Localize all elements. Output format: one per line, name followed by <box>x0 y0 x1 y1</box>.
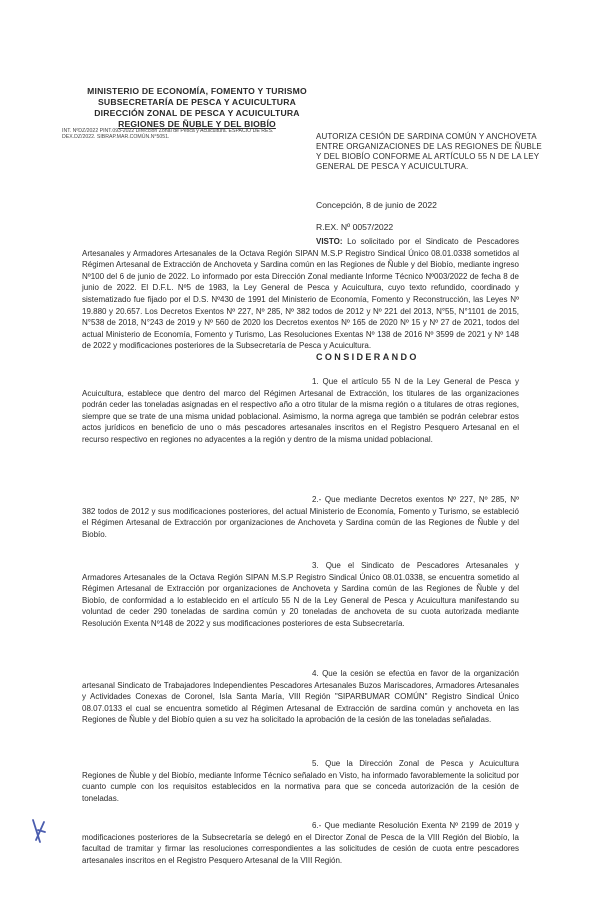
considerando-item-1: 1. Que el artículo 55 N de la Ley General de Pesca y Acuicultura, establece que dentro del marco del Régimen Artesanal de Extracción, los titulares de las organizaciones podrán ceder las toneladas asignadas en el respectivo año a otro titular de la misma región o a titulares de otras regiones, siempre que se trate de una misma unidad poblacional. Asimismo, la norma agrega que también se podrán celebrar estos actos jurídicos en beneficio de uno o más pescadores artesanales inscritos en el Registro Pesquero Artesanal en el recurso respectivo en regiones no adyacentes a la región y dentro de la misma unidad poblacional. <box>82 377 519 444</box>
considerando-item-4: 4. Que la cesión se efectúa en favor de la organización artesanal Sindicato de Trabajadores Independientes Pescadores Artesanales Buzos Mariscadores, Armadores Artesanales y Actividades Conexas de Coronel, Isla Santa María, VIII Región "SIPARBUMAR COMÚN" Registro Sindical Único 08.07.0133 el cual se encuentra sometido al Régimen Artesanal de Extracción de sardina común y anchoveta en las Regiones de Ñuble y del Biobío quien a su vez ha solicitado la aprobación de la cesión de las toneladas señaladas. <box>82 669 519 725</box>
considerando-item-2: 2.- Que mediante Decretos exentos Nº 227, Nº 285, Nº 382 todos de 2012 y sus modificaciones posteriores, del actual Ministerio de Economía, Fomento y Turismo, se estableció el Régimen Artesanal de Extracción por organizaciones de Anchoveta y Sardina común de las Regiones de Ñuble y del Biobío. <box>82 495 519 539</box>
handwritten-initial-mark <box>30 816 52 846</box>
visto-paragraph <box>82 236 519 352</box>
header-line-direccion: DIRECCIÓN ZONAL DE PESCA Y ACUICULTURA <box>94 108 300 118</box>
visto-text: Lo solicitado por el Sindicato de Pescadores Artesanales y Armadores Artesanales de la Octava Región SIPAN M.S.P Registro Sindical Único 08.01.0338 sometidos al Régimen Artesanal de Extracción de Anchoveta y Sardina común en las Regiones de Ñuble y del Biobío, mediante ingreso Nº100 del 6 de junio de 2022. Lo informado por esta Dirección Zonal mediante Informe Técnico Nº003/2022 de fecha 8 de junio de 2022. El D.F.L. Nº5 de 1983, la Ley General de Pesca y Acuicultura, cuyo texto refundido, coordinado y sistematizado fue fijado por el D.S. Nº430 de 1991 del Ministerio de Economía, Fomento y Reconstrucción, las Leyes Nº 19.880 y 20.657. Los Decretos Exentos Nº 227, Nº 285, Nº 382 todos de 2012 y Nº 221 del 2013, N°55, N°1101 de 2015, N°538 de 2018, N°243 de 2019 y Nº 560 de 2020 los Decretos exentos Nº 165 de 2020 Nº 15 y Nº 27 de 2021, todos del actual Ministerio de Economía, Fomento y Turismo, Las Resoluciones Exentas Nº 138 de 2016 Nº 3599 de 2021 y Nº 148 de 2022 y modificaciones posteriores de la Subsecretaría de Pesca y Acuicultura. <box>82 237 519 351</box>
institution-header <box>82 86 312 130</box>
considerando-item-5: 5. Que la Dirección Zonal de Pesca y Acuicultura Regiones de Ñuble y del Biobío, mediante Informe Técnico señalado en Visto, ha informado favorablemente la solicitud por cuanto cumple con los requisitos establecidos en la normativa para que se conceda autorización de la cesión de toneladas. <box>82 759 519 803</box>
header-line-ministry: MINISTERIO DE ECONOMÍA, FOMENTO Y TURISMO <box>87 86 307 96</box>
visto-label: VISTO: <box>316 237 343 246</box>
place-date: Concepción, 8 de junio de 2022 <box>316 200 437 210</box>
resolution-reference: INT. NºDZ/2022 PINT.093-2022 Dirección Zonal de Pesca y Acuicultura. ESPACIO DE RES. DEX.DZ/2022. SIBRAP.MAR.COMÚN.N°5051. <box>62 128 274 141</box>
header-line-regiones: REGIONES DE ÑUBLE Y DEL BIOBÍO <box>118 119 276 129</box>
resolution-subject: AUTORIZA CESIÓN DE SARDINA COMÚN Y ANCHOVETA ENTRE ORGANIZACIONES DE LAS REGIONES DE ÑUBLE Y DEL BIOBÍO CONFORME AL ARTÍCULO 55 N DE LA LEY GENERAL DE PESCA Y ACUICULTURA. <box>316 132 542 171</box>
considerando-title: CONSIDERANDO <box>316 352 419 362</box>
considerando-item-3: 3. Que el Sindicato de Pescadores Artesanales y Armadores Artesanales de la Octava Región SIPAN M.S.P Registro Sindical Único 08.01.0338, se encuentra sometido al Régimen Artesanal de Extracción por organizaciones de Anchoveta y Sardina común de las Regiones de Ñuble y del Biobío, de conformidad a lo establecido en el artículo 55 N de la Ley General de Pesca y Acuicultura manifestando su voluntad de ceder 290 toneladas de sardina común y 20 toneladas de anchoveta de su cuota autorizada mediante Resolución Exenta Nº148 de 2022 y sus modificaciones posteriores de esta Subsecretaría. <box>82 561 519 628</box>
considerando-item-6: 6.- Que mediante Resolución Exenta Nº 2199 de 2019 y modificaciones posteriores de la Subsecretaría se delegó en el Director Zonal de Pesca de la VIII Región del Biobío, la facultad de tramitar y firmar las resoluciones correspondientes a las solicitudes de cesión de cuota entre pescadores artesanales inscritos en el Registro Pesquero Artesanal de la VIII Región. <box>82 821 519 865</box>
header-line-subsecretaria: SUBSECRETARÍA DE PESCA Y ACUICULTURA <box>97 97 297 107</box>
resolution-number: R.EX. Nº 0057/2022 <box>316 222 394 232</box>
